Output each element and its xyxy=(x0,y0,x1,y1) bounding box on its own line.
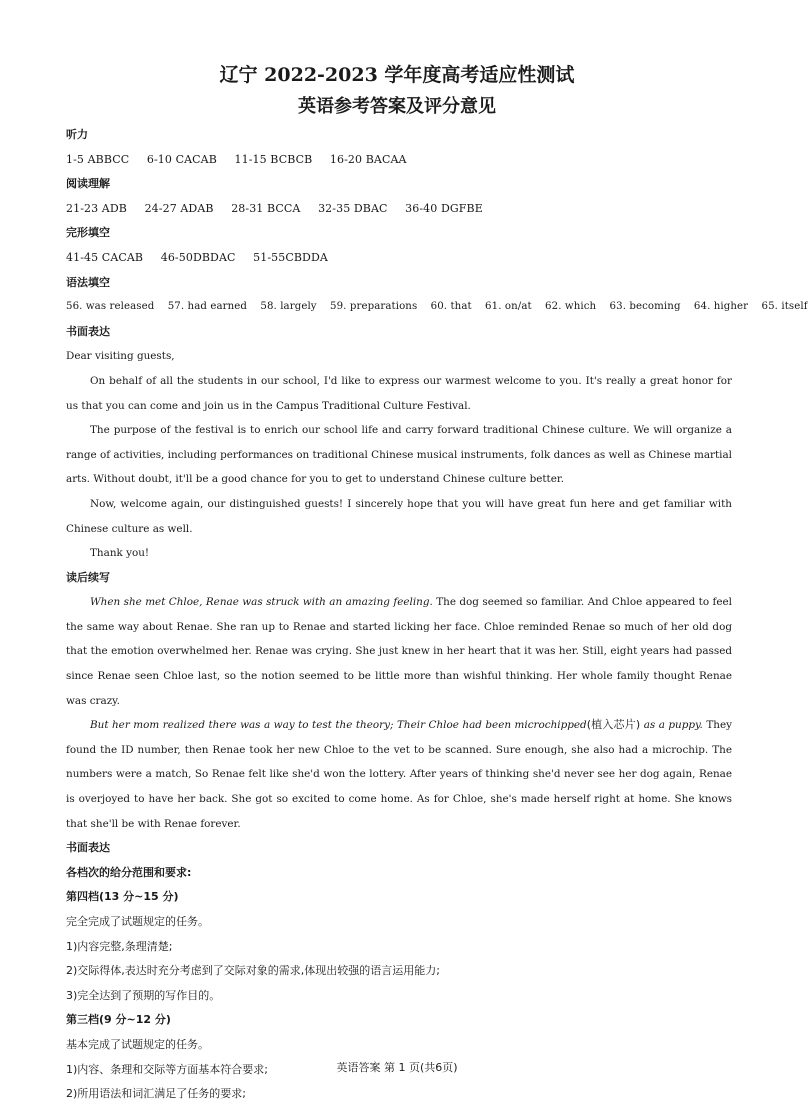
listening-heading: 听力 xyxy=(66,128,88,141)
tier3-line: 基本完成了试题规定的任务。 xyxy=(66,1037,209,1051)
answer-group: 46-50DBDAC xyxy=(160,250,236,264)
scoring-intro: 各档次的给分范围和要求: xyxy=(66,865,192,879)
chinese-note: (植入芯片) xyxy=(586,718,641,732)
tier3-heading: 第三档(9 分~12 分) xyxy=(66,1013,171,1027)
letter-paragraph: Now, welcome again, our distinguished guests! I sincerely hope that you will have great fun here and get familiar with Chinese culture as well. xyxy=(66,497,732,535)
reading-heading: 阅读理解 xyxy=(66,177,110,191)
answer-group: 36-40 DGFBE xyxy=(405,201,483,215)
answer-key-content xyxy=(66,123,808,1107)
letter-closing: Thank you! xyxy=(90,547,150,560)
paragraph-text: The dog seemed so familiar. And Chloe appeared to feel the same way about Renae. She ran up to Renae and started licking her face. Chloe reminded Renae so much of her old dog that the emotion overwhelmed her. Renae was crying. She just knew in her heart that it was her. Still, eight years had passed since Renae seen Chloe last, so the notion seemed to be little more than wishful thinking. Her whole family thought Renae was crazy. xyxy=(66,596,732,707)
grammar-answer: 61. on/at xyxy=(485,301,532,313)
grammar-answer: 62. which xyxy=(545,301,597,313)
grammar-answer: 58. largely xyxy=(260,301,317,313)
answer-group: 6-10 CACAB xyxy=(146,152,217,166)
tier4-line: 1)内容完整,条理清楚; xyxy=(66,939,173,953)
cloze-answers xyxy=(66,246,732,271)
continuation-paragraph xyxy=(66,713,732,836)
grammar-answers xyxy=(66,295,808,320)
tier4-line: 完全完成了试题规定的任务。 xyxy=(66,915,209,928)
grammar-answer: 63. becoming xyxy=(609,301,681,313)
page-footer: 英语答案 第 1 页(共6页) xyxy=(336,1061,458,1074)
page-title: 辽宁 2022-2023 学年度高考适应性测试 xyxy=(219,64,575,86)
tier3-line: 1)内容、条理和交际等方面基本符合要求; xyxy=(66,1062,268,1076)
grammar-answer: 59. preparations xyxy=(330,301,418,313)
cloze-heading: 完形填空 xyxy=(66,226,110,240)
given-opening-sentence: But her mom realized there was a way to test the theory; Their Chloe had been microchipped xyxy=(90,719,587,732)
tier4-line: 2)交际得体,表达时充分考虑到了交际对象的需求,体现出较强的语言运用能力; xyxy=(66,964,440,978)
continuation-heading: 读后续写 xyxy=(66,570,110,584)
tier3-line: 2)所用语法和词汇满足了任务的要求; xyxy=(66,1087,246,1101)
letter-paragraph: The purpose of the festival is to enrich our school life and carry forward traditional Chinese culture. We will organize a range of activities, including performances on traditional Chinese musical instruments, folk dances as well as Chinese martial arts. Without doubt, it'll be a good chance for you to get to understand Chinese culture better. xyxy=(66,424,732,486)
given-opening-sentence: When she met Chloe, Renae was struck with an amazing feeling. xyxy=(90,596,433,609)
grammar-answer: 60. that xyxy=(430,301,472,313)
answer-group: 32-35 DBAC xyxy=(318,201,388,215)
continuation-paragraph xyxy=(66,590,732,713)
answer-group: 51-55CBDDA xyxy=(253,250,328,264)
answer-group: 16-20 BACAA xyxy=(329,152,407,166)
tier4-heading: 第四档(13 分~15 分) xyxy=(66,890,179,904)
paragraph-text: They found the ID number, then Renae took her new Chloe to the vet to be scanned. Sure enough, she also had a microchip. The numbers were a match, So Renae felt like she'd won the lottery. After years of thinking she'd never see her dog again, Renae is overjoyed to have her back. She got so excited to come home. As for Chloe, she's made herself right at home. She knows that she'll be with Renae forever. xyxy=(66,719,732,830)
grammar-answer: 65. itself xyxy=(761,301,808,313)
answer-group: 28-31 BCCA xyxy=(231,201,301,215)
page-subtitle: 英语参考答案及评分意见 xyxy=(298,96,496,117)
answer-group: 41-45 CACAB xyxy=(66,250,144,264)
answer-group: 1-5 ABBCC xyxy=(66,152,130,166)
answer-group: 24-27 ADAB xyxy=(144,201,214,215)
grammar-answer: 56. was released xyxy=(66,301,155,313)
letter-paragraph: On behalf of all the students in our school, I'd like to express our warmest welcome to you. It's really a great honor for us that you can come and join us in the Campus Traditional Culture Festival. xyxy=(66,374,732,412)
scoring-heading: 书面表达 xyxy=(66,841,110,855)
grammar-answer: 57. had earned xyxy=(167,301,248,313)
answer-group: 21-23 ADB xyxy=(66,201,127,215)
answer-group: 11-15 BCBCB xyxy=(234,152,313,166)
grammar-heading: 语法填空 xyxy=(66,275,110,289)
reading-answers xyxy=(66,197,732,222)
listening-answers xyxy=(66,148,732,173)
writing-heading: 书面表达 xyxy=(66,324,110,338)
grammar-answer: 64. higher xyxy=(693,301,749,313)
given-opening-sentence-end: as a puppy. xyxy=(640,719,703,732)
letter-salutation: Dear visiting guests, xyxy=(66,350,175,363)
tier4-line: 3)完全达到了预期的写作目的。 xyxy=(66,988,221,1002)
